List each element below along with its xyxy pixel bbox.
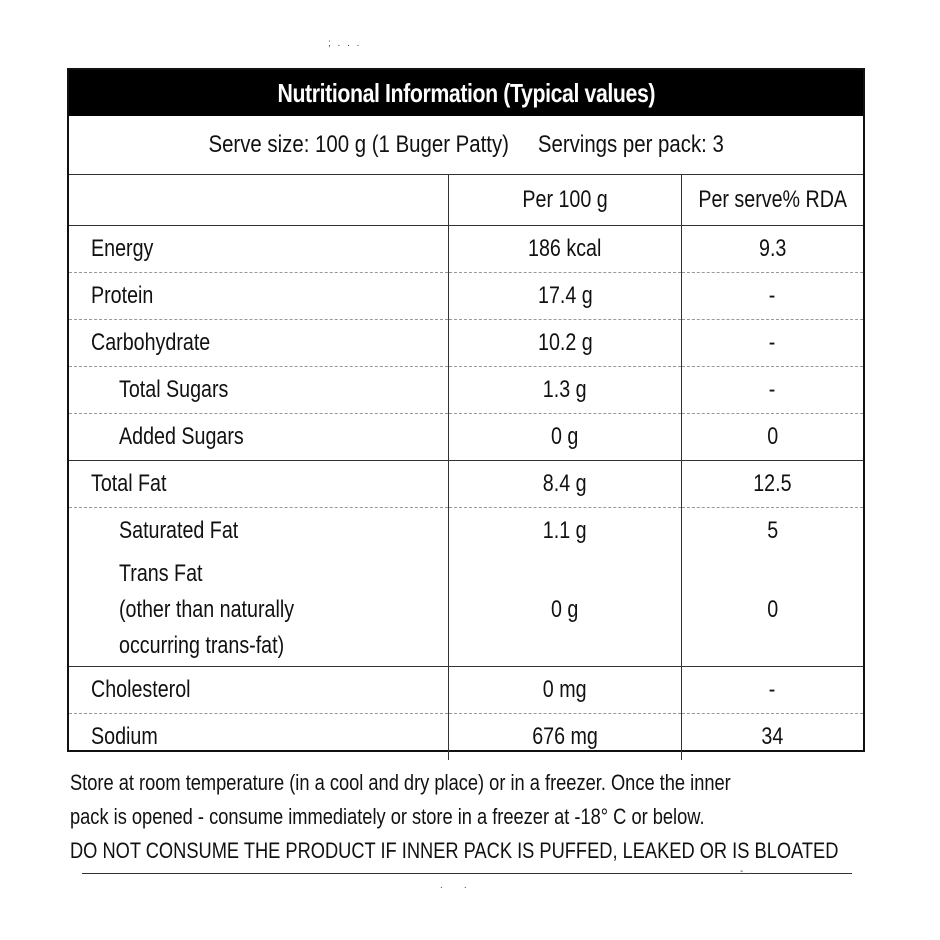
table-row-total-fat bbox=[69, 461, 863, 508]
table-row-sodium bbox=[69, 714, 863, 761]
rda-value: 5 bbox=[766, 517, 778, 544]
table-row-trans-fat bbox=[69, 554, 863, 667]
table-row-added-sugars bbox=[69, 414, 863, 461]
servings-per-pack: Servings per pack: 3 bbox=[537, 131, 724, 158]
nutrition-label bbox=[67, 68, 865, 752]
table-row-protein bbox=[69, 273, 863, 320]
nutrient-name: Total Sugars bbox=[69, 367, 449, 414]
header-per-100g: Per 100 g bbox=[449, 175, 681, 226]
table-row-energy bbox=[69, 226, 863, 273]
serve-size: Serve size: 100 g (1 Buger Patty) bbox=[208, 131, 509, 158]
nutrient-name: Saturated Fat bbox=[119, 517, 239, 544]
table-row-saturated-fat bbox=[69, 508, 863, 555]
print-specks-bottom-right: - . bbox=[740, 866, 755, 877]
per-100g-value: 0 g bbox=[449, 414, 681, 461]
nutrition-table bbox=[69, 175, 863, 760]
rda-value: 34 bbox=[761, 723, 784, 750]
table-header-row bbox=[69, 175, 863, 226]
nutrient-name: Protein bbox=[69, 273, 449, 320]
rda-value: 9.3 bbox=[681, 226, 863, 273]
header-rda: Per serve% RDA bbox=[681, 175, 863, 226]
nutrient-name: Carbohydrate bbox=[69, 320, 449, 367]
nutrient-name: Cholesterol bbox=[69, 667, 449, 714]
storage-warning: DO NOT CONSUME THE PRODUCT IF INNER PACK IS PUFFED, LEAKED OR IS BLOATED bbox=[70, 838, 839, 863]
per-100g-value: 17.4 g bbox=[449, 273, 681, 320]
nutrient-name: Trans Fat (other than naturally occurring trans-fat) bbox=[69, 554, 449, 667]
rda-value: 0 bbox=[681, 554, 863, 667]
per-100g-value: 186 kcal bbox=[449, 226, 681, 273]
per-100g-value: 8.4 g bbox=[449, 461, 681, 508]
table-row-cholesterol bbox=[69, 667, 863, 714]
nutrient-name: Added Sugars bbox=[69, 414, 449, 461]
per-100g-value: 0 g bbox=[449, 554, 681, 667]
print-specks-top: ; . . . bbox=[328, 38, 362, 49]
per-100g-value: 0 mg bbox=[449, 667, 681, 714]
table-row-carbohydrate bbox=[69, 320, 863, 367]
rda-value: - bbox=[681, 667, 863, 714]
nutrient-name: Total Fat bbox=[69, 461, 449, 508]
nutrient-name: Sodium bbox=[91, 723, 158, 750]
label-title-bar bbox=[69, 70, 863, 116]
per-100g-value: 676 mg bbox=[449, 714, 681, 761]
storage-line-1: Store at room temperature (in a cool and dry place) or in a freezer. Once the inner bbox=[70, 770, 731, 795]
per-100g-value: 1.1 g bbox=[449, 508, 681, 555]
rda-value: - bbox=[681, 367, 863, 414]
nutrient-name: Energy bbox=[69, 226, 449, 273]
rda-value: 12.5 bbox=[681, 461, 863, 508]
print-specks-bottom: . . bbox=[440, 880, 469, 891]
header-nutrient bbox=[69, 175, 449, 226]
label-title: Nutritional Information (Typical values) bbox=[277, 77, 655, 108]
serving-info bbox=[69, 116, 863, 175]
storage-instructions bbox=[70, 766, 870, 868]
rda-value: 0 bbox=[681, 414, 863, 461]
storage-line-2: pack is opened - consume immediately or store in a freezer at -18° C or below. bbox=[70, 804, 705, 829]
table-row-total-sugars bbox=[69, 367, 863, 414]
rda-value: - bbox=[681, 320, 863, 367]
bottom-divider bbox=[82, 873, 852, 874]
rda-value: - bbox=[681, 273, 863, 320]
per-100g-value: 1.3 g bbox=[449, 367, 681, 414]
per-100g-value: 10.2 g bbox=[449, 320, 681, 367]
